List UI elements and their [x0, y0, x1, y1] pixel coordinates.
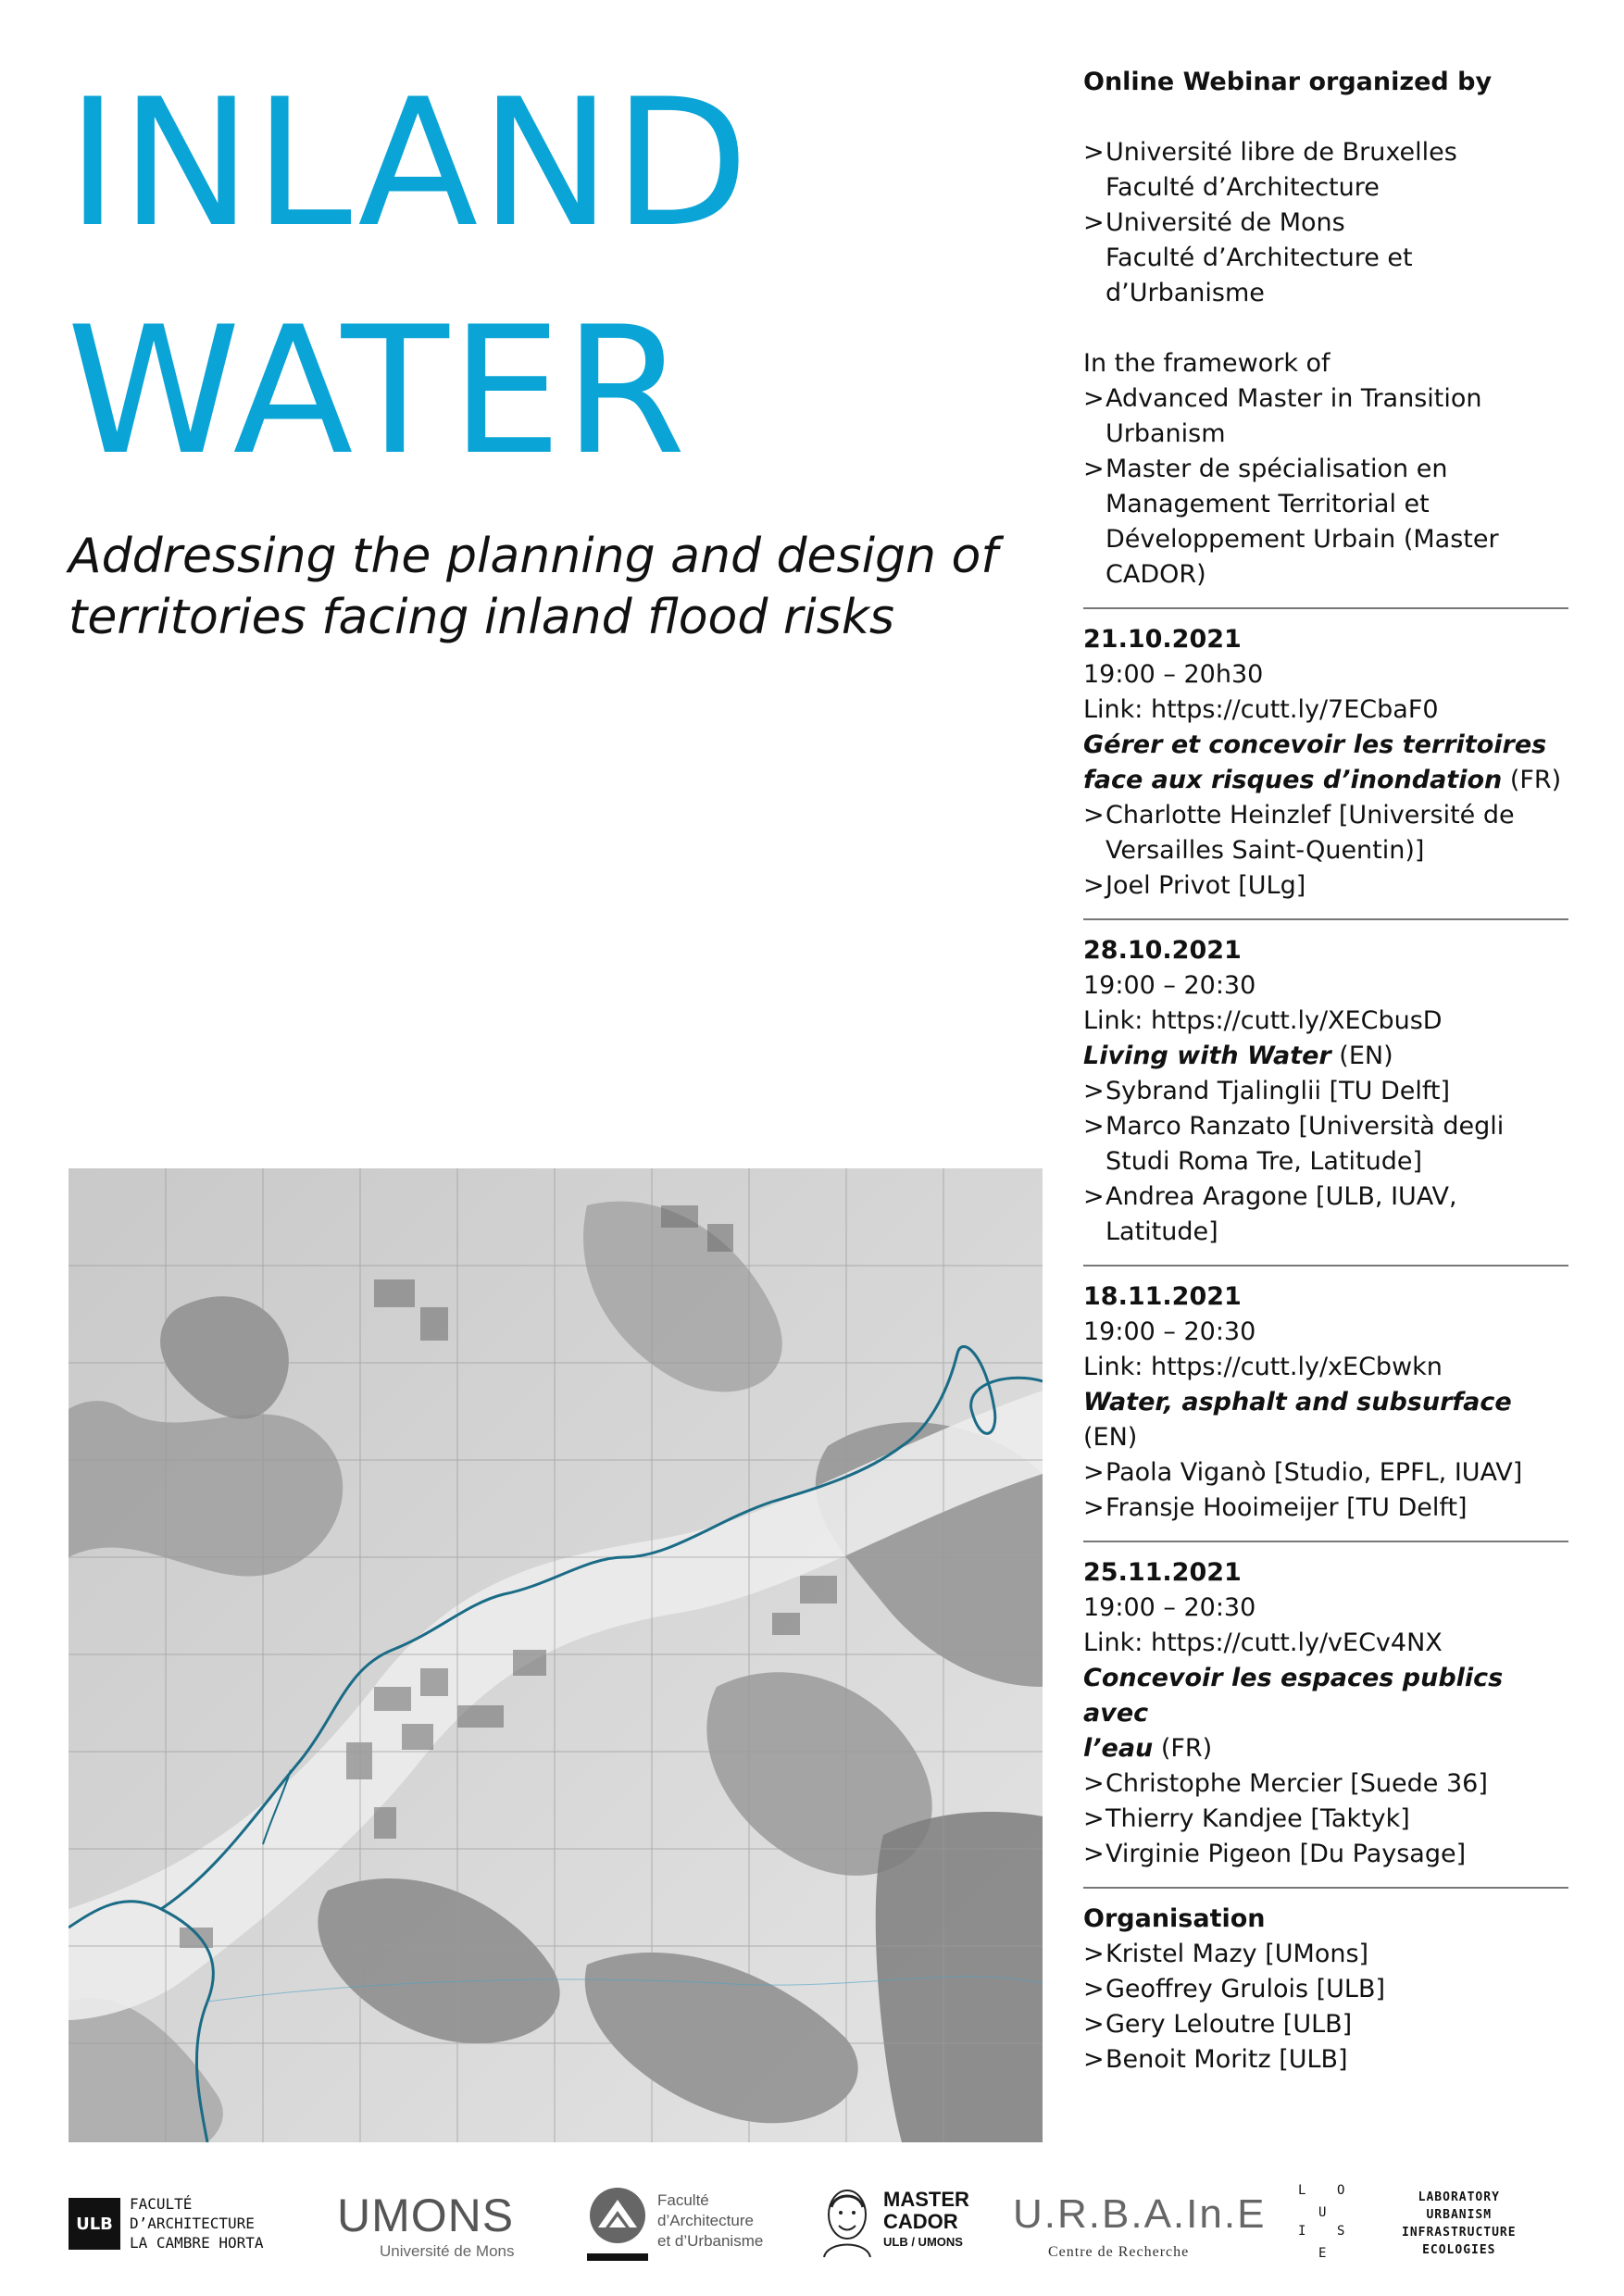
laboratory-name	[1402, 2189, 1517, 2259]
lab-line: INFRASTRUCTURE	[1402, 2226, 1517, 2240]
session-language: (EN)	[1083, 1423, 1138, 1452]
speaker-line: Studi Roma Tre, Latitude]	[1106, 1147, 1423, 1176]
cador-line: CADOR	[883, 2210, 958, 2233]
organisation-name: Kristel Mazy [UMons]	[1106, 1940, 1369, 1968]
speaker-line: Latitude]	[1106, 1217, 1218, 1246]
organizer-line: Université de Mons	[1106, 208, 1345, 237]
urbaine-logo: U.R.B.A.In.E	[1013, 2191, 1267, 2237]
session-title	[1083, 1039, 1565, 1074]
framework-line: Advanced Master in Transition	[1106, 384, 1482, 413]
framework-line: Management Territorial et	[1106, 490, 1430, 518]
speaker-line: Versailles Saint-Quentin)]	[1106, 836, 1425, 865]
subtitle-line-2: territories facing inland flood risks	[69, 590, 895, 645]
speaker-line: Sybrand Tjalinglii [TU Delft]	[1106, 1077, 1451, 1105]
speaker-item	[1083, 1074, 1565, 1109]
organisation-heading: Organisation	[1083, 1904, 1266, 1933]
organizer-item	[1083, 206, 1565, 311]
session-link[interactable]: Link: https://cutt.ly/7ECbaF0	[1083, 695, 1439, 724]
poster-subtitle	[69, 526, 1087, 648]
session-language: (EN)	[1330, 1042, 1393, 1070]
fau-line: Faculté	[657, 2191, 709, 2209]
organizers-heading: Online Webinar organized by	[1083, 68, 1493, 96]
session-link[interactable]: Link: https://cutt.ly/xECbwkn	[1083, 1353, 1443, 1381]
louise-letter: L	[1298, 2183, 1306, 2198]
arrow-icon: >	[1083, 208, 1105, 237]
arrow-icon: >	[1083, 384, 1105, 413]
arrow-icon: >	[1083, 2045, 1105, 2074]
speaker-item	[1083, 1491, 1565, 1526]
session-language: (FR)	[1502, 766, 1562, 794]
arrow-icon: >	[1083, 1804, 1105, 1833]
speaker-line: Christophe Mercier [Suede 36]	[1106, 1769, 1488, 1798]
session-date: 21.10.2021	[1083, 625, 1242, 654]
lab-line: URBANISM	[1426, 2208, 1493, 2222]
speaker-line: Thierry Kandjee [Taktyk]	[1106, 1804, 1410, 1833]
session-time: 19:00 – 20:30	[1083, 971, 1256, 1000]
framework-item	[1083, 452, 1565, 593]
fau-emblem-icon	[587, 2185, 648, 2266]
ulb-line: FACULTÉ	[130, 2195, 193, 2213]
hillshade-map-image	[69, 1168, 1043, 2142]
arrow-icon: >	[1083, 1077, 1105, 1105]
arrow-icon: >	[1083, 1493, 1105, 1522]
organizer-line: d’Urbanisme	[1106, 279, 1265, 307]
cador-line: MASTER	[883, 2188, 969, 2211]
umons-logo: UMONS	[337, 2190, 515, 2241]
lab-line: ECOLOGIES	[1422, 2243, 1496, 2257]
session-title	[1083, 728, 1565, 798]
session-title	[1083, 1661, 1565, 1766]
organisation-item	[1083, 2007, 1565, 2042]
speaker-item	[1083, 1455, 1565, 1491]
speaker-line: Charlotte Heinzlef [Université de	[1106, 801, 1515, 830]
session-title-line: l’eau	[1083, 1734, 1154, 1763]
ulb-line: D’ARCHITECTURE	[130, 2215, 255, 2232]
session-language: (FR)	[1153, 1734, 1213, 1763]
session-link[interactable]: Link: https://cutt.ly/XECbusD	[1083, 1006, 1443, 1035]
organizer-line: Université libre de Bruxelles	[1106, 138, 1457, 167]
organizer-line: Faculté d’Architecture	[1106, 173, 1380, 202]
divider	[1083, 1265, 1568, 1267]
organisation-name: Benoit Moritz [ULB]	[1106, 2045, 1348, 2074]
arrow-icon: >	[1083, 871, 1105, 900]
session-time: 19:00 – 20:30	[1083, 1317, 1256, 1346]
session-date: 18.11.2021	[1083, 1282, 1242, 1311]
divider	[1083, 1541, 1568, 1542]
subtitle-line-1: Addressing the planning and design of	[69, 529, 998, 584]
speaker-line: Joel Privot [ULg]	[1106, 871, 1306, 900]
umons-subtitle: Université de Mons	[380, 2242, 515, 2260]
speaker-item	[1083, 1179, 1565, 1250]
speaker-line: Paola Viganò [Studio, EPFL, IUAV]	[1106, 1458, 1523, 1487]
organisation-name: Geoffrey Grulois [ULB]	[1106, 1975, 1386, 2003]
arrow-icon: >	[1083, 801, 1105, 830]
organisation-name: Gery Leloutre [ULB]	[1106, 2010, 1353, 2039]
framework-heading: In the framework of	[1083, 349, 1330, 378]
cador-subtitle: ULB / UMONS	[883, 2235, 963, 2249]
speaker-item	[1083, 798, 1565, 868]
arrow-icon: >	[1083, 2010, 1105, 2039]
organisation-item	[1083, 1972, 1565, 2007]
arrow-icon: >	[1083, 1840, 1105, 1868]
organisation-item	[1083, 2042, 1565, 2078]
speaker-line: Virginie Pigeon [Du Paysage]	[1106, 1840, 1467, 1868]
sidebar-program	[1083, 65, 1565, 2078]
speaker-item	[1083, 1109, 1565, 1179]
framework-line: Master de spécialisation en	[1106, 455, 1448, 483]
speaker-item	[1083, 1837, 1565, 1872]
speaker-line: Fransje Hooimeijer [TU Delft]	[1106, 1493, 1468, 1522]
organizer-item	[1083, 135, 1565, 206]
speaker-item	[1083, 868, 1565, 904]
session-title-line: Concevoir les espaces publics avec	[1083, 1664, 1504, 1728]
fau-line: et d’Urbanisme	[657, 2232, 764, 2250]
urbaine-subtitle: Centre de Recherche	[1048, 2244, 1190, 2260]
master-cador-logo	[883, 2189, 969, 2233]
speaker-line: Marco Ranzato [Università degli	[1106, 1112, 1505, 1141]
ulb-faculty-name	[130, 2194, 352, 2252]
lab-line: LABORATORY	[1418, 2190, 1500, 2204]
ulb-line: LA CAMBRE HORTA	[130, 2234, 264, 2252]
fau-name	[657, 2190, 763, 2252]
session-title-line: Gérer et concevoir les territoires	[1083, 730, 1547, 759]
session-link[interactable]: Link: https://cutt.ly/vECv4NX	[1083, 1628, 1443, 1657]
session-title	[1083, 1385, 1565, 1455]
ulb-logo: ULB	[69, 2198, 120, 2250]
louise-letter: U	[1318, 2205, 1327, 2220]
louise-letter: I	[1298, 2224, 1306, 2239]
speaker-item	[1083, 1766, 1565, 1802]
session-date: 28.10.2021	[1083, 936, 1242, 965]
divider	[1083, 1887, 1568, 1889]
session-time: 19:00 – 20:30	[1083, 1593, 1256, 1622]
framework-item	[1083, 381, 1565, 452]
organizer-line: Faculté d’Architecture et	[1106, 243, 1413, 272]
arrow-icon: >	[1083, 1182, 1105, 1211]
arrow-icon: >	[1083, 138, 1105, 167]
speaker-item	[1083, 1802, 1565, 1837]
session-title-line: Water, asphalt and subsurface	[1083, 1388, 1512, 1416]
arrow-icon: >	[1083, 1458, 1105, 1487]
framework-line: Urbanism	[1106, 419, 1226, 448]
poster-title-line-1: INLAND	[67, 61, 751, 266]
louise-letter: S	[1337, 2224, 1345, 2239]
framework-line: CADOR)	[1106, 560, 1206, 589]
organisation-item	[1083, 1937, 1565, 1972]
divider	[1083, 607, 1568, 609]
session-title-line: Living with Water	[1083, 1042, 1331, 1070]
arrow-icon: >	[1083, 1975, 1105, 2003]
session-title-line: face aux risques d’inondation	[1083, 766, 1503, 794]
louise-letter: E	[1318, 2246, 1327, 2261]
arrow-icon: >	[1083, 1769, 1105, 1798]
cador-portrait-icon	[818, 2183, 876, 2263]
louise-logo	[1291, 2183, 1357, 2266]
divider	[1083, 918, 1568, 920]
session-time: 19:00 – 20h30	[1083, 660, 1264, 689]
session-date: 25.11.2021	[1083, 1558, 1242, 1587]
framework-line: Développement Urbain (Master	[1106, 525, 1499, 554]
fau-line: d’Architecture	[657, 2212, 754, 2229]
logo-strip	[69, 2176, 1568, 2268]
poster-title-line-2: WATER	[67, 289, 688, 493]
speaker-line: Andrea Aragone [ULB, IUAV,	[1106, 1182, 1457, 1211]
louise-letter: O	[1337, 2183, 1345, 2198]
arrow-icon: >	[1083, 1112, 1105, 1141]
arrow-icon: >	[1083, 1940, 1105, 1968]
arrow-icon: >	[1083, 455, 1105, 483]
